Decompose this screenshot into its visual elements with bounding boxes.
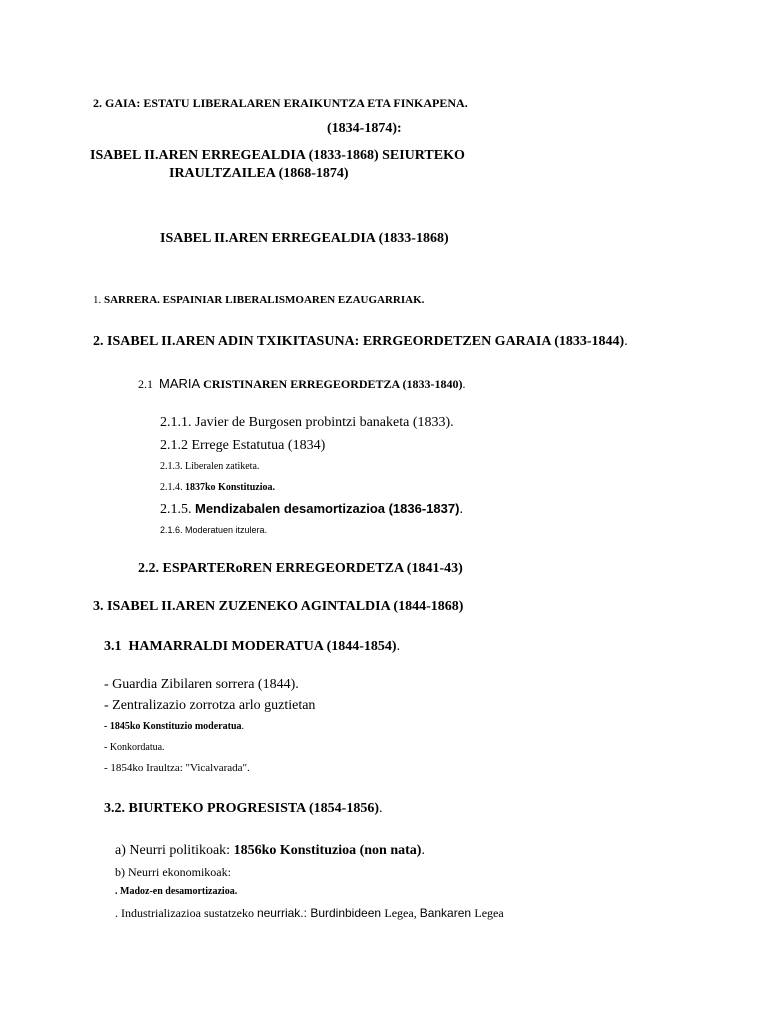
doc-title-line-4: IRAULTZAILEA (1868-1874) <box>169 166 349 181</box>
item-2-1-4 <box>160 482 275 494</box>
item-3-2-d-2: neurriak.: <box>256 906 311 920</box>
section-2-1-dot: . <box>462 377 466 391</box>
item-3-1-c-dot: . <box>241 721 244 732</box>
section-2-1-name: MARIA <box>159 376 201 391</box>
section-2-1 <box>138 376 466 392</box>
item-2-1-4-text: 1837ko Konstituzioa. <box>185 482 276 493</box>
section-1-text: SARRERA. ESPAINIAR LIBERALISMOAREN EZAUGARRIAK. <box>104 294 425 306</box>
item-3-2-d-3: Burdinbideen <box>310 906 385 920</box>
item-3-1-b: - Zentralizazio zorrotza arlo guztietan <box>104 698 316 713</box>
item-3-2-d-5: , <box>413 906 420 920</box>
item-2-1-5-dot: . <box>459 502 463 517</box>
section-3-1-dot: . <box>396 639 401 654</box>
item-3-2-d-1: . Industrializazioa sustatzeko <box>115 906 257 920</box>
section-3-2 <box>104 801 383 818</box>
section-2 <box>93 334 628 351</box>
section-2-dot: . <box>624 334 628 349</box>
section-2-1-text: CRISTINAREN ERREGEORDETZA (1833-1840) <box>203 377 463 391</box>
item-3-2-d-6: Bankaren <box>419 906 475 920</box>
item-3-1-a: - Guardia Zibilaren sorrera (1844). <box>104 677 299 692</box>
section-2-text: 2. ISABEL II.AREN ADIN TXIKITASUNA: ERRGEORDETZEN GARAIA (1833-1844) <box>93 334 625 349</box>
doc-title-line-1: 2. GAIA: ESTATU LIBERALAREN ERAIKUNTZA ETA FINKAPENA. <box>93 96 468 110</box>
item-3-2-a-label: a) Neurri politikoak: <box>115 843 234 858</box>
item-2-1-2: 2.1.2 Errege Estatutua (1834) <box>160 438 326 453</box>
item-2-1-5-number: 2.1.5. <box>160 502 192 517</box>
section-1 <box>93 294 424 307</box>
item-2-1-4-number: 2.1.4. <box>160 482 183 493</box>
item-3-1-e: - 1854ko Iraultza: "Vicalvarada". <box>104 762 250 774</box>
item-3-2-d-7: Legea <box>474 906 504 920</box>
item-3-1-c-text: - 1845ko Konstituzio moderatua <box>104 721 242 732</box>
item-2-1-6: 2.1.6. Moderatuen itzulera. <box>160 525 268 535</box>
section-heading: ISABEL II.AREN ERREGEALDIA (1833-1868) <box>160 231 449 246</box>
section-3-2-dot: . <box>379 801 383 816</box>
doc-title-line-3: ISABEL II.AREN ERREGEALDIA (1833-1868) SEIURTEKO <box>90 148 465 163</box>
item-3-1-d: - Konkordatua. <box>104 742 165 753</box>
item-3-2-d-4: Legea <box>384 906 414 920</box>
item-3-2-c: . Madoz-en desamortizazioa. <box>115 886 238 897</box>
section-3-2-text: 3.2. BIURTEKO PROGRESISTA (1854-1856) <box>104 801 380 816</box>
item-2-1-1: 2.1.1. Javier de Burgosen probintzi banaketa (1833). <box>160 415 454 430</box>
doc-title-line-2: (1834-1874): <box>327 121 402 136</box>
section-1-number: 1. <box>93 294 102 306</box>
item-3-2-b: b) Neurri ekonomikoak: <box>115 865 231 879</box>
item-3-2-a-bold: 1856ko Konstituzioa (non nata) <box>233 843 422 858</box>
item-3-1-c <box>104 721 244 733</box>
item-3-2-a <box>115 843 425 860</box>
section-3-1-number: 3.1 <box>104 639 122 654</box>
item-3-2-a-dot: . <box>421 843 425 858</box>
section-3: 3. ISABEL II.AREN ZUZENEKO AGINTALDIA (1844-1868) <box>93 599 464 614</box>
item-2-1-3: 2.1.3. Liberalen zatiketa. <box>160 461 260 472</box>
item-3-2-d <box>115 906 504 920</box>
item-2-1-5-text: Mendizabalen desamortizazioa (1836-1837) <box>195 501 460 516</box>
section-2-1-number: 2.1 <box>138 377 153 391</box>
section-2-2: 2.2. ESPARTERoREN ERREGEORDETZA (1841-43) <box>138 561 463 576</box>
item-2-1-5 <box>160 501 463 519</box>
section-3-1 <box>104 639 400 656</box>
section-3-1-text: HAMARRALDI MODERATUA (1844-1854) <box>128 639 397 654</box>
